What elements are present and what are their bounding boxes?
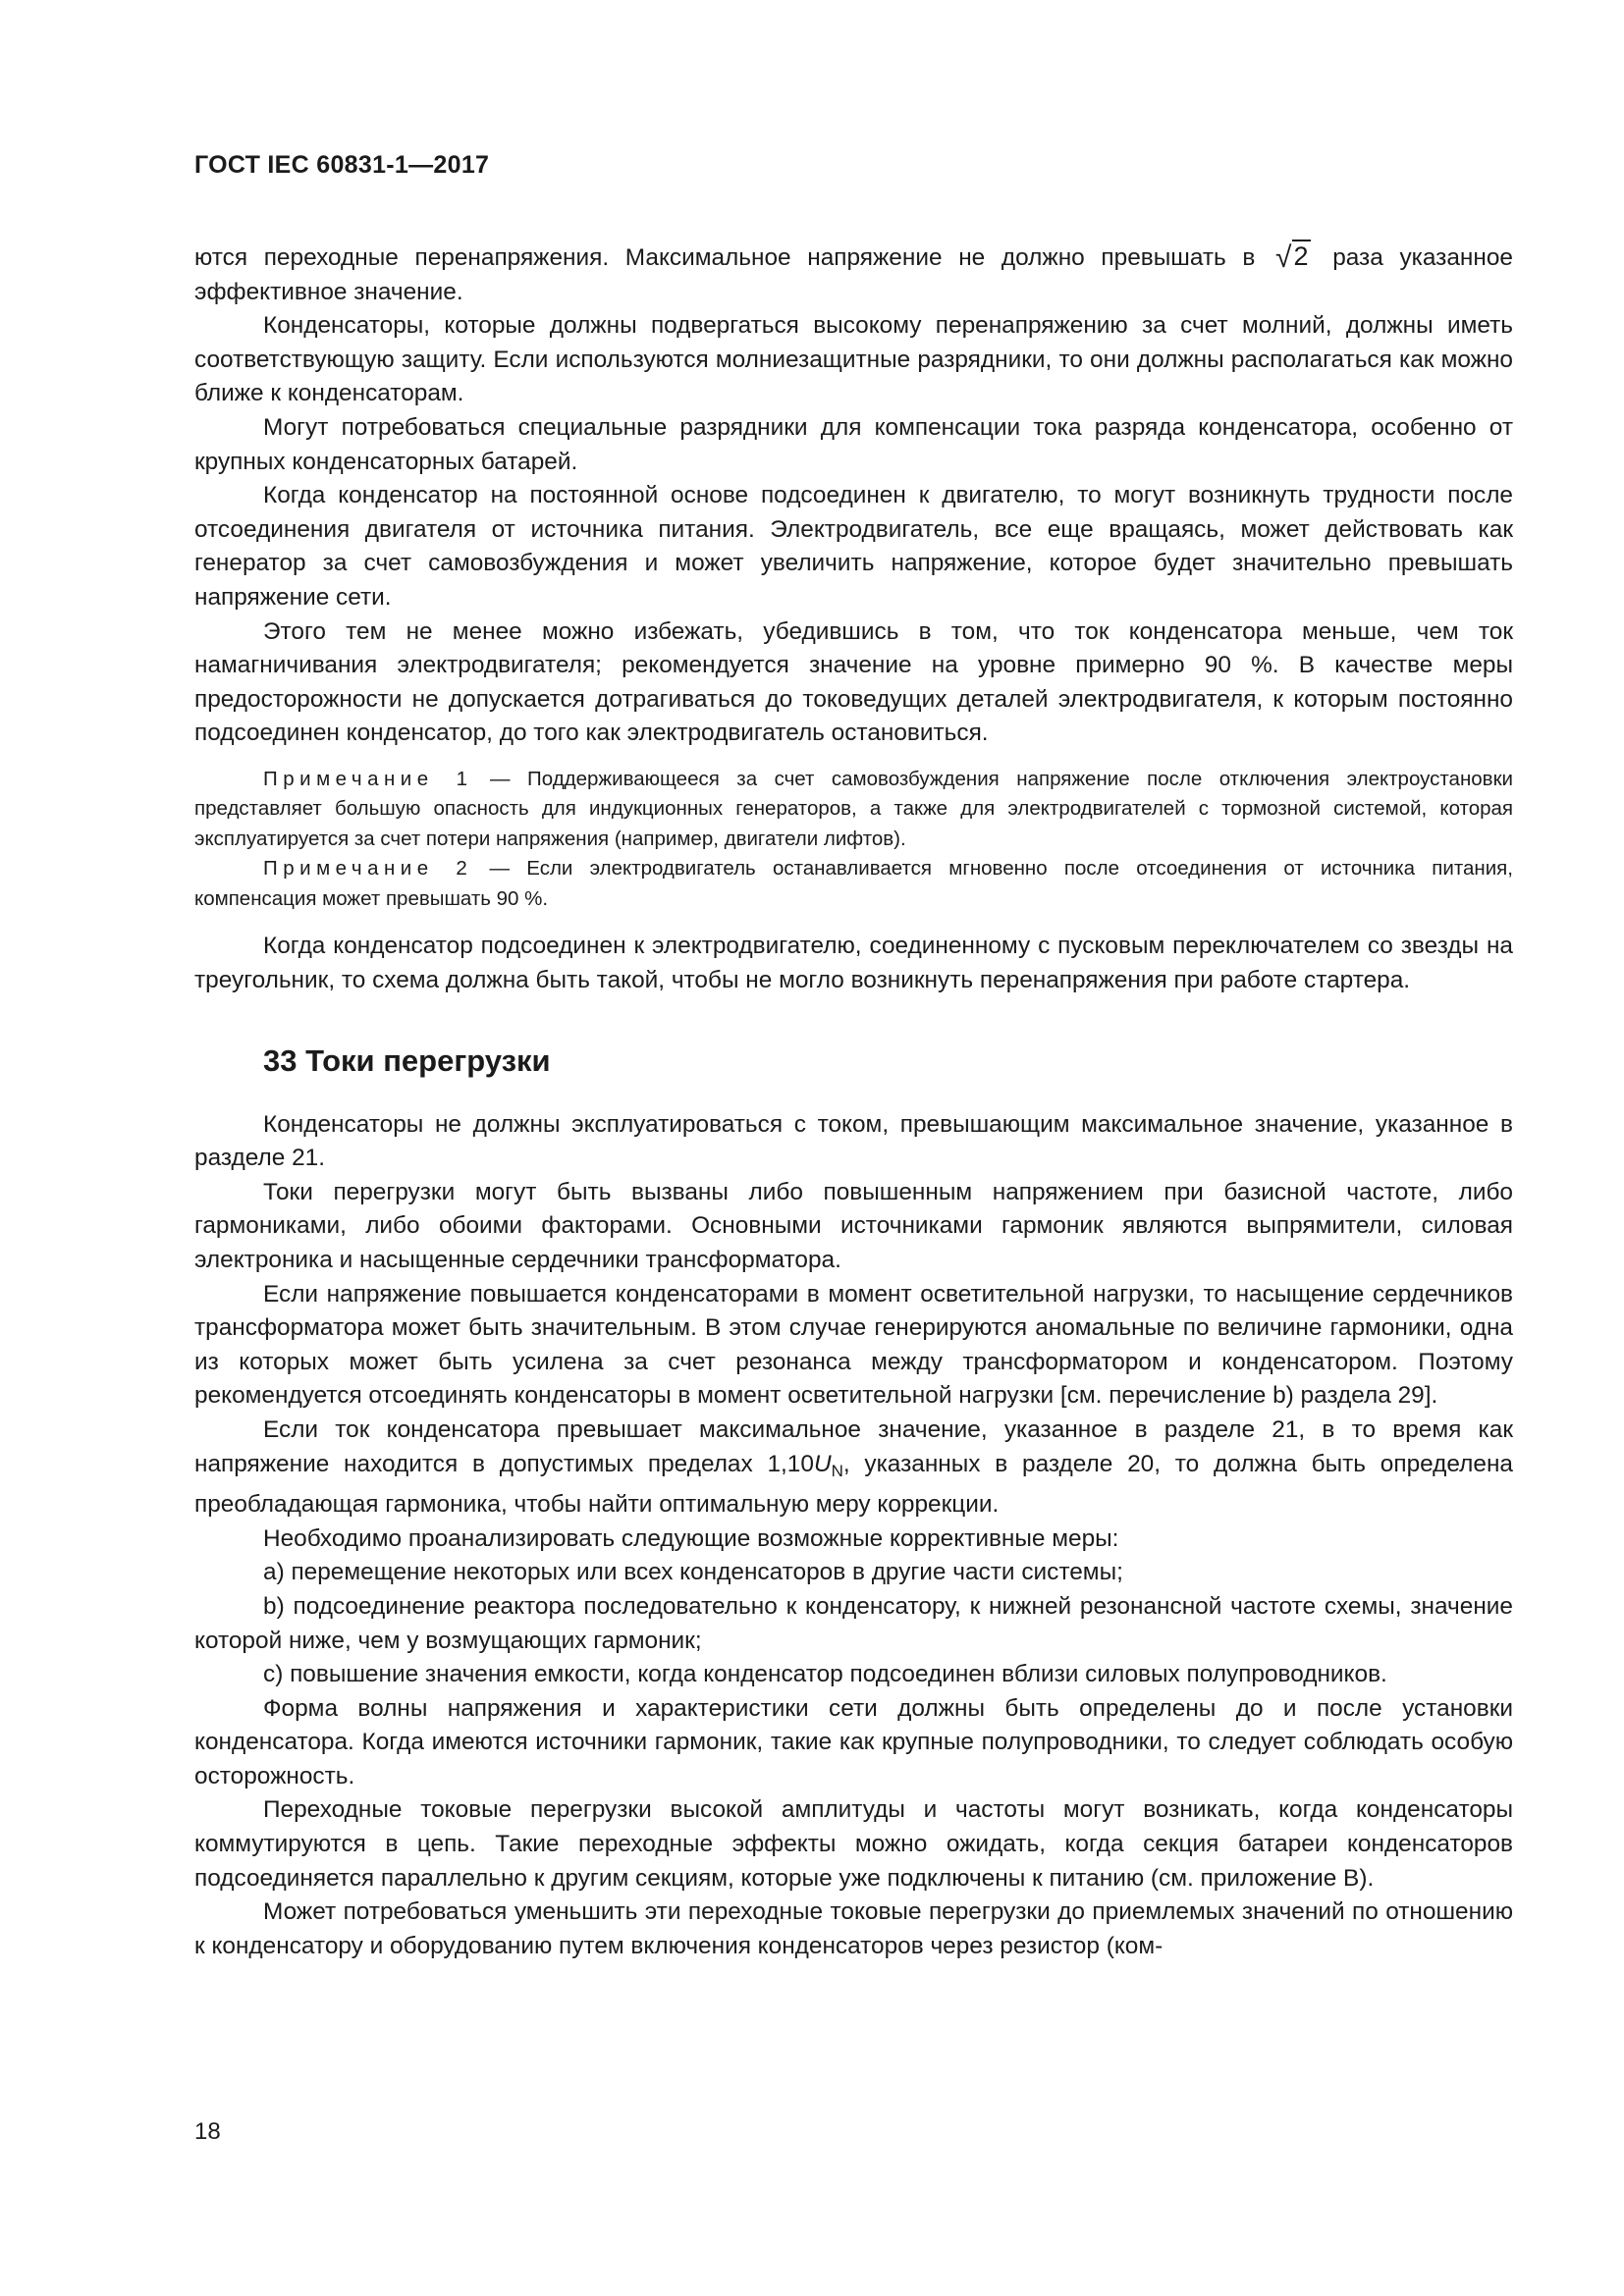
page-body <box>194 240 1513 1963</box>
paragraph: Этого тем не менее можно избежать, убедившись в том, что ток конденсатора меньше, чем ток намагничивания электродвигателя; рекомендуется значение на уровне примерно 90 %. В качестве меры предосторожности не допускается дотрагиваться до токоведущих деталей электродвигателя, к которым постоянно подсоединен конденсатор, до того как электродвигатель остановиться. <box>194 617 1513 747</box>
list-item: b) подсоединение реактора последовательно к конденсатору, к нижней резонансной частоте схемы, значение которой ниже, чем у возмущающих гармоник; <box>194 1592 1513 1654</box>
note-label: Примечание 2 <box>263 857 473 881</box>
paragraph: Могут потребоваться специальные разрядники для компенсации тока разряда конденсатора, особенно от крупных конденсаторных батарей. <box>194 413 1513 475</box>
paragraph: Токи перегрузки могут быть вызваны либо повышенным напряжением при базисной частоте, либо гармониками, либо обоими факторами. Основными источниками гармоник являются выпрямители, силовая электроника и насыщенные сердечники трансформатора. <box>194 1178 1513 1273</box>
paragraph: ются переходные перенапряжения. Максимальное напряжение не должно превышать в √2 раза указанное эффективное значение. <box>194 241 1513 305</box>
section-heading: 33 Токи перегрузки <box>263 1042 551 1078</box>
note-label: Примечание 1 <box>263 767 473 790</box>
paragraph: Когда конденсатор на постоянной основе подсоединен к двигателю, то могут возникнуть трудности после отсоединения двигателя от источника питания. Электродвигатель, все еще вращаясь, может действовать как генератор за счет самовозбуждения и может увеличить напряжение, которое будет значительно превышать напряжение сети. <box>194 482 1513 611</box>
paragraph: Если напряжение повышается конденсаторами в момент осветительной нагрузки, то насыщение сердечников трансформатора может быть значительным. В этом случае генерируются аномальные по величине гармоники, одна из которых может быть усилена за счет резонанса между трансформатором и конденсатором. Поэтому рекомендуется отсоединять конденсаторы в момент осветительной нагрузки [см. перечисление b) раздела 29]. <box>194 1280 1513 1410</box>
document-header: ГОСТ IEC 60831-1—2017 <box>194 151 490 179</box>
paragraph: Когда конденсатор подсоединен к электродвигателю, соединенному с пусковым переключателем со звезды на треугольник, то схема должна быть такой, чтобы не могло возникнуть перенапряжения при работе стартера. <box>194 933 1513 993</box>
square-root-symbol: √2 <box>1275 241 1309 274</box>
paragraph: Может потребоваться уменьшить эти переходные токовые перегрузки до приемлемых значений по отношению к конденсатору и оборудованию путем включения конденсаторов через резистор (ком- <box>194 1898 1513 1959</box>
voltage-symbol: U <box>813 1450 832 1477</box>
note-2: Примечание 2 — Если электродвигатель останавливается мгновенно после отсоединения от источника питания, компенсация может превышать 90 %. <box>194 857 1513 910</box>
note-1: Примечание 1 — Поддерживающееся за счет самовозбуждения напряжение после отключения электроустановки представляет большую опасность для индукционных генераторов, а также для электродвигателей с тормозной системой, которая эксплуатируется за счет потери напряжения (например, двигатели лифтов). <box>194 767 1513 850</box>
paragraph: Необходимо проанализировать следующие возможные коррективные меры: <box>263 1524 1119 1552</box>
paragraph: Переходные токовые перегрузки высокой амплитуды и частоты могут возникать, когда конденсаторы коммутируются в цепь. Такие переходные эффекты можно ожидать, когда секция батареи конденсаторов подсоединяется параллельно к другим секциям, которые уже подключены к питанию (см. приложение В). <box>194 1796 1513 1892</box>
paragraph: Конденсаторы не должны эксплуатироваться с током, превышающим максимальное значение, указанное в разделе 21. <box>194 1110 1513 1172</box>
list-item: a) перемещение некоторых или всех конденсаторов в другие части системы; <box>263 1559 1123 1586</box>
notes-block <box>194 765 1513 915</box>
paragraph: Конденсаторы, которые должны подвергаться высокому перенапряжению за счет молний, должны иметь соответствующую защиту. Если используются молниезащитные разрядники, то они должны располагаться как можно ближе к конденсаторам. <box>194 312 1513 407</box>
page-number: 18 <box>194 2118 221 2145</box>
paragraph: Если ток конденсатора превышает максимальное значение, указанное в разделе 21, в то время как напряжение находится в допустимых пределах $1,10U_N$, указанных в разделе 20, то должна быть определена преобладающая гармоника, чтобы найти оптимальную меру коррекции. <box>194 1415 1513 1519</box>
list-item: c) повышение значения емкости, когда конденсатор подсоединен вблизи силовых полупроводников. <box>263 1661 1387 1688</box>
paragraph: Форма волны напряжения и характеристики сети должны быть определены до и после установки конденсатора. Когда имеются источники гармоник, такие как крупные полупроводники, то следует соблюдать особую осторожность. <box>194 1694 1513 1789</box>
